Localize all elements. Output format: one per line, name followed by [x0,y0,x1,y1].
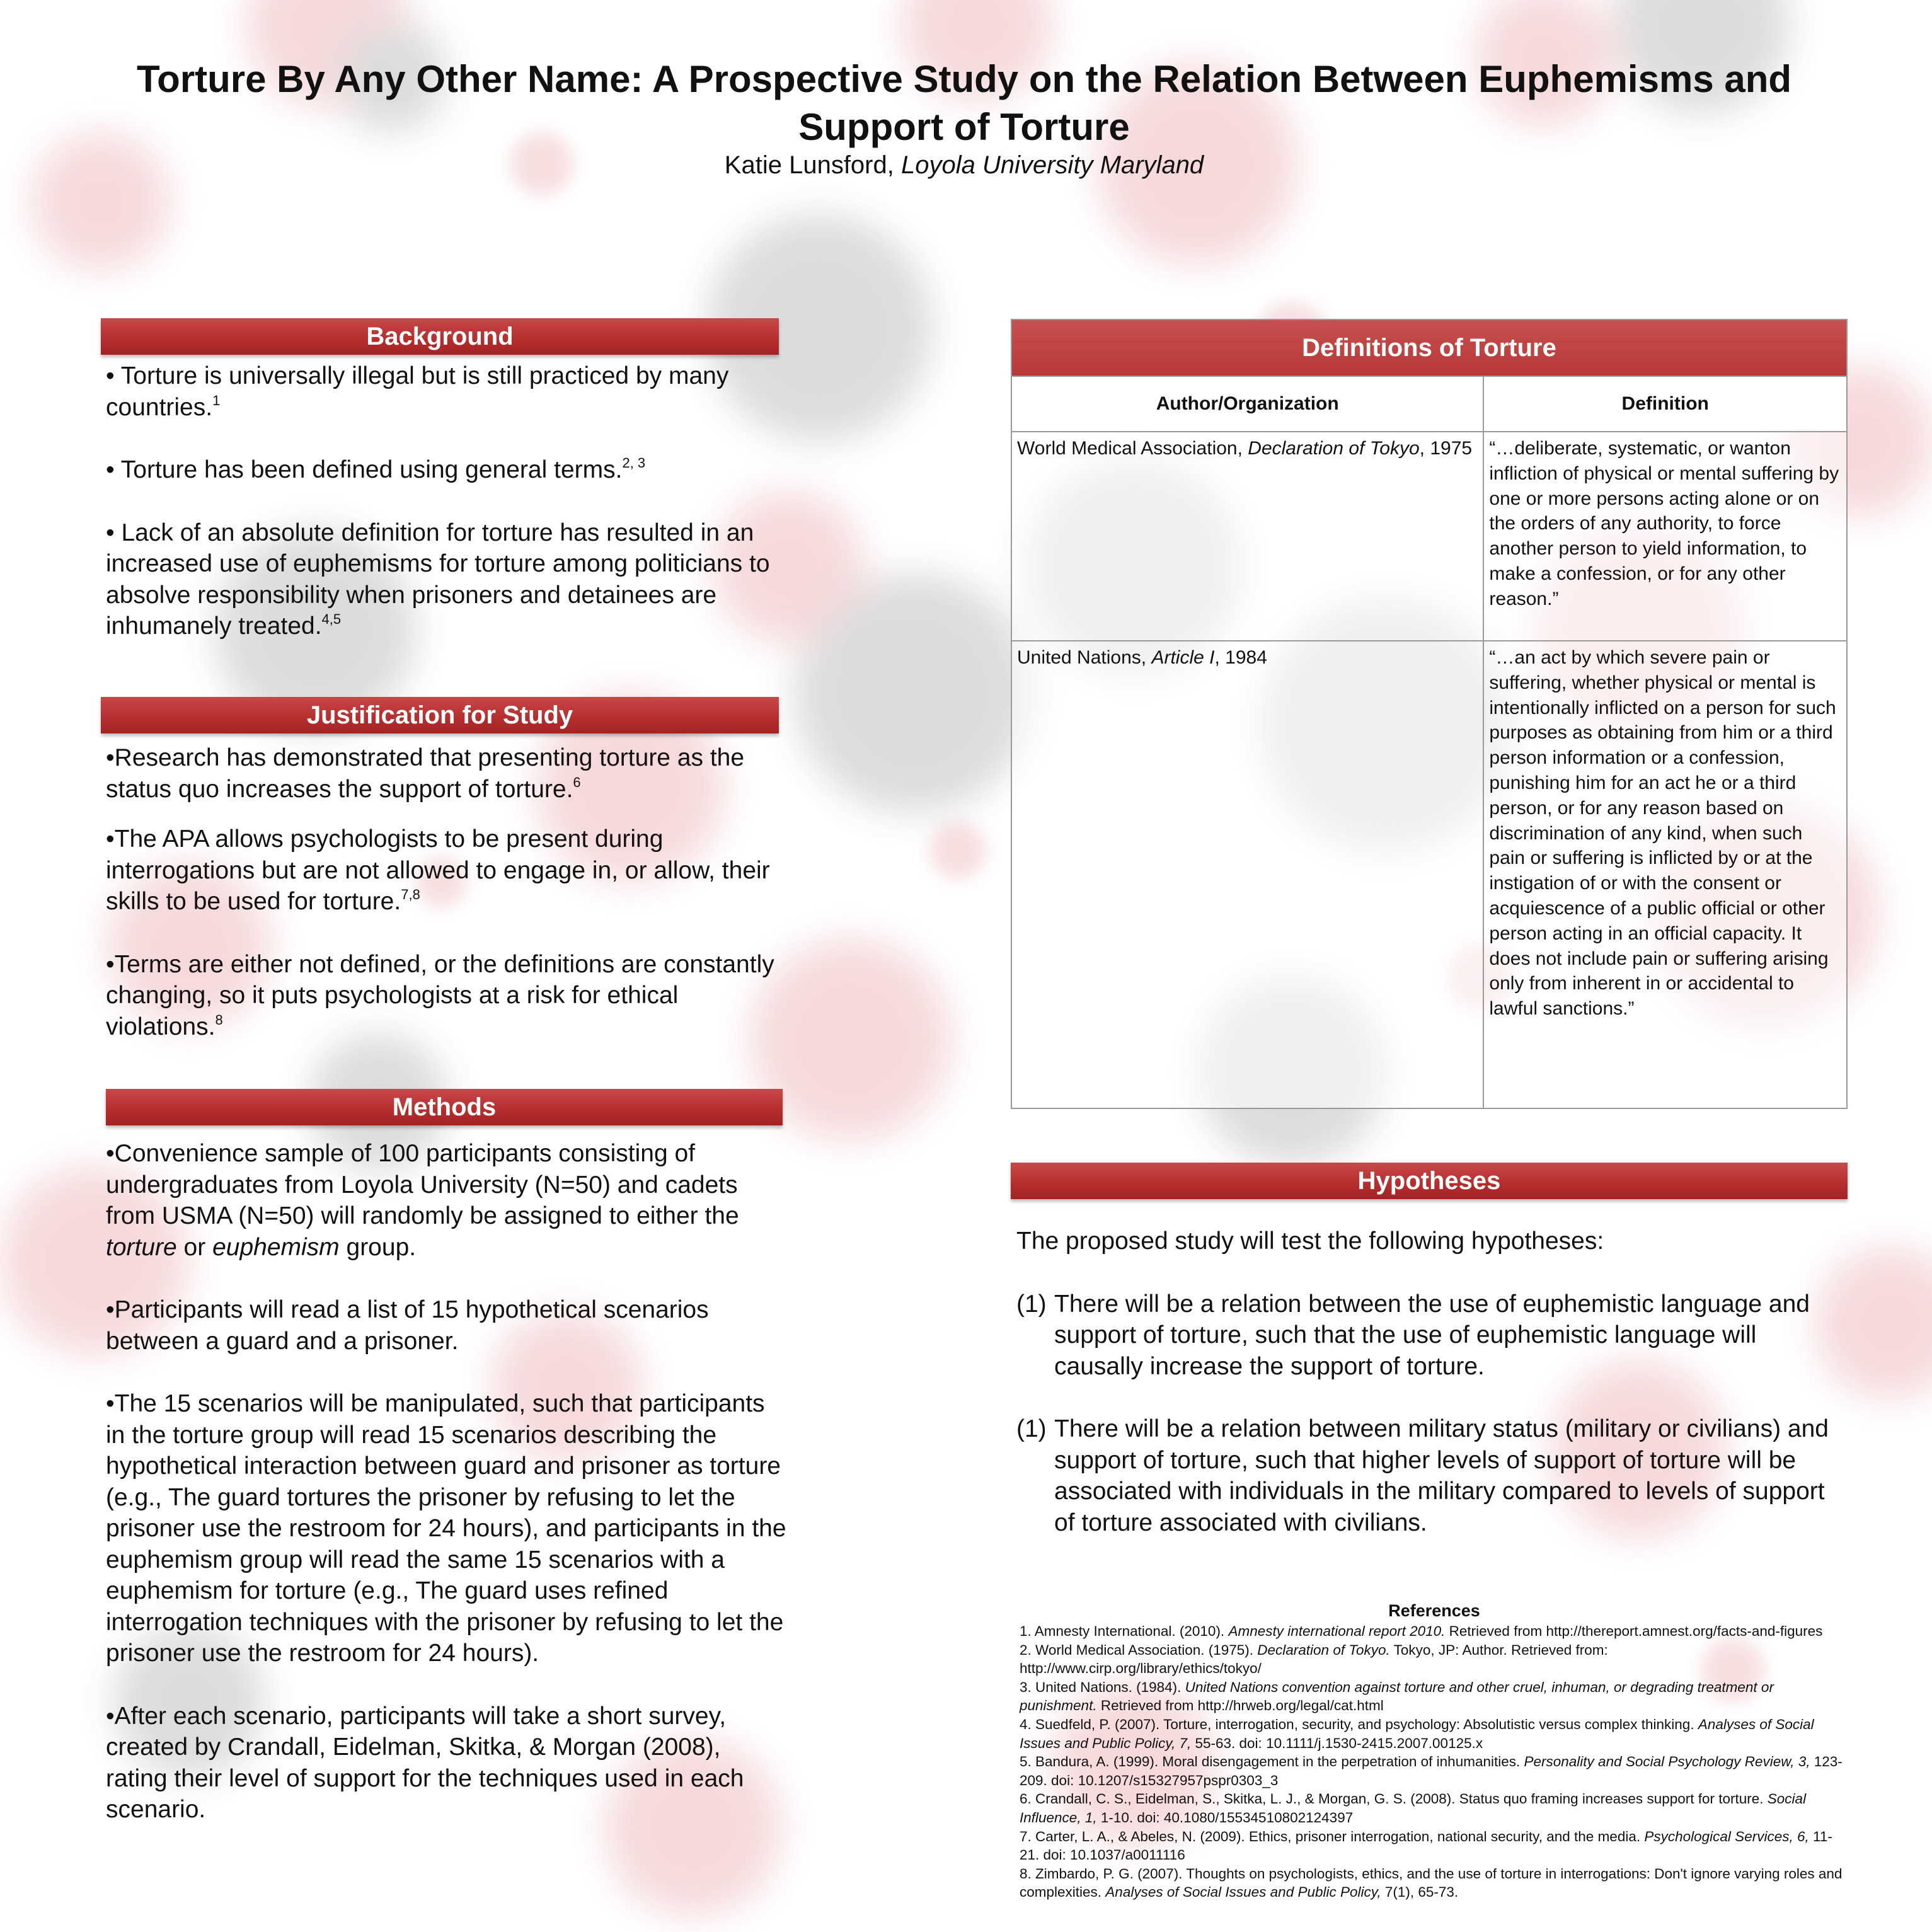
reference-item: 5. Bandura, A. (1999). Moral disengagement in the perpetration of inhumanities. Personality and Social Psychology Review, 3, 123-209. doi: 10.1207/s15327957pspr0303_3 [1020,1754,1843,1788]
definition-cell: “…an act by which severe pain or suffering, whether physical or mental is intentionally inflicted on a person for such purposes as obtaining from him or a third person information or a confession, punishing him for an act he or a third person, or for any reason based on discrimination of any kind, when such pain or suffering is inflicted by or at the instigation of or with the consent or acquiescence of a public official or other person acting in an official capacity. It does not include pain or suffering arising only from inherent in or accidental to lawful sanctions.” [1483,641,1847,1108]
reference-item: 2. World Medical Association. (1975). Declaration of Tokyo. Tokyo, JP: Author. Retrieved from: http://www.cirp.org/library/ethics/tokyo/ [1020,1642,1608,1677]
poster-title: Torture By Any Other Name: A Prospective Study on the Relation Between Euphemisms and Support of Torture [136,58,1792,148]
justification-item: •Terms are either not defined, or the definitions are constantly changing, so it puts psychologists at a risk for ethical violations.$^8$ [106,950,774,1040]
author-cell: World Medical Association, Declaration of Tokyo, 1975 [1011,432,1483,641]
background-heading: Background [101,318,779,355]
definition-cell: “…deliberate, systematic, or wanton infliction of physical or mental suffering by one or more persons acting alone or on the orders of any authority, to force another person to yield information, to make a confession, or for any other reason.” [1483,432,1847,641]
definitions-heading: Definitions of Torture [1011,319,1847,376]
reference-item: 7. Carter, L. A., & Abeles, N. (2009). Ethics, prisoner interrogation, national security, and the media. Psychological Services, 6, 11-21. doi: 10.1037/a0011116 [1020,1828,1832,1863]
column-header-definition: Definition [1483,376,1847,432]
background-section [106,360,786,642]
references-heading: References [1388,1601,1480,1620]
reference-item: 6. Crandall, C. S., Eidelman, S., Skitka, L. J., & Morgan, G. S. (2008). Status quo framing increases support for torture. Social Influence, 1, 1-10. doi: 40.1080/15534510802124397 [1020,1791,1807,1826]
hypothesis-item: (1) There will be a relation between the use of euphemistic language and support of torture, such that the use of euphemistic language will causally increase the support of torture. [1016,1290,1810,1380]
hypotheses-intro: The proposed study will test the following hypotheses: [1016,1228,1604,1255]
justification-heading: Justification for Study [101,697,779,733]
justification-item: •The APA allows psychologists to be present during interrogations but are not allowed to engage in, or allow, their skills to be used for torture.$^{7,8}$ [106,825,770,915]
author-name: Katie Lunsford, [724,151,894,179]
reference-item: 8. Zimbardo, P. G. (2007). Thoughts on psychologists, ethics, and the use of torture in interrogations: Don't ignore varying roles and complexities. Analyses of Social Issues and Public Policy, 7(1), 65-73. [1020,1865,1843,1900]
table-row [1011,641,1847,1108]
background-item: • Torture has been defined using general terms.$^{2, 3}$ [106,455,646,483]
methods-item: •After each scenario, participants will take a short survey, created by Crandall, Eidelman, Skitka, & Morgan (2008), rating their level of support for the techniques used in each scenario. [106,1702,744,1823]
author-cell: United Nations, Article I, 1984 [1011,641,1483,1108]
reference-item: 4. Suedfeld, P. (2007). Torture, interrogation, security, and psychology: Absolutistic versus complex thinking. Analyses of Social Issues and Public Policy, 7, 55-63. doi: 10.1111/j.1530-2415.2007.00125.x [1020,1716,1814,1751]
justification-item: •Research has demonstrated that presenting torture as the status quo increases the support of torture.$^6$ [106,744,745,803]
hypotheses-section [1016,1226,1848,1538]
definitions-table [1011,319,1848,1109]
reference-item: 1. Amnesty International. (2010). Amnesty international report 2010. Retrieved from http://thereport.amnest.org/facts-and-figures [1020,1623,1823,1639]
methods-section [106,1138,786,1826]
background-item: • Lack of an absolute definition for torture has resulted in an increased use of euphemisms for torture among politicians to absolve responsibility when prisoners and detainees are inhumanely treated.$^{4,5}$ [106,519,770,640]
methods-item: •The 15 scenarios will be manipulated, such that participants in the torture group will read 15 scenarios describing the hypothetical interaction between guard and prisoner as torture (e.g., The guard tortures the prisoner by refusing to let the prisoner use the restroom for 24 hours), and participants in the euphemism group will read the same 15 scenarios with a euphemism for torture (e.g., The guard uses refined interrogation techniques with the prisoner by refusing to let the prisoner use the restroom for 24 hours). [106,1390,786,1667]
reference-item: 3. United Nations. (1984). United Nations convention against torture and other cruel, inhuman, or degrading treatment or punishment. Retrieved from http://hrweb.org/legal/cat.html [1020,1679,1774,1714]
methods-item: •Convenience sample of 100 participants consisting of undergraduates from Loyola University (N=50) and cadets from USMA (N=50) will randomly be assigned to either the torture or euphemism group. [106,1140,739,1261]
column-header-author: Author/Organization [1011,376,1483,432]
methods-item: •Participants will read a list of 15 hypothetical scenarios between a guard and a prisoner. [106,1296,709,1355]
justification-section [106,742,786,1042]
byline [95,149,1834,181]
table-row [1011,432,1847,641]
hypothesis-item: (1) There will be a relation between military status (military or civilians) and support of torture, such that higher levels of support of torture will be associated with individuals in the military compared to levels of support of torture associated with civilians. [1016,1415,1829,1536]
background-item: • Torture is universally illegal but is still practiced by many countries.$^1$ [106,362,729,421]
references-section [1020,1599,1849,1902]
methods-heading: Methods [106,1089,783,1125]
affiliation: Loyola University Maryland [900,151,1204,179]
hypotheses-heading: Hypotheses [1011,1163,1848,1199]
